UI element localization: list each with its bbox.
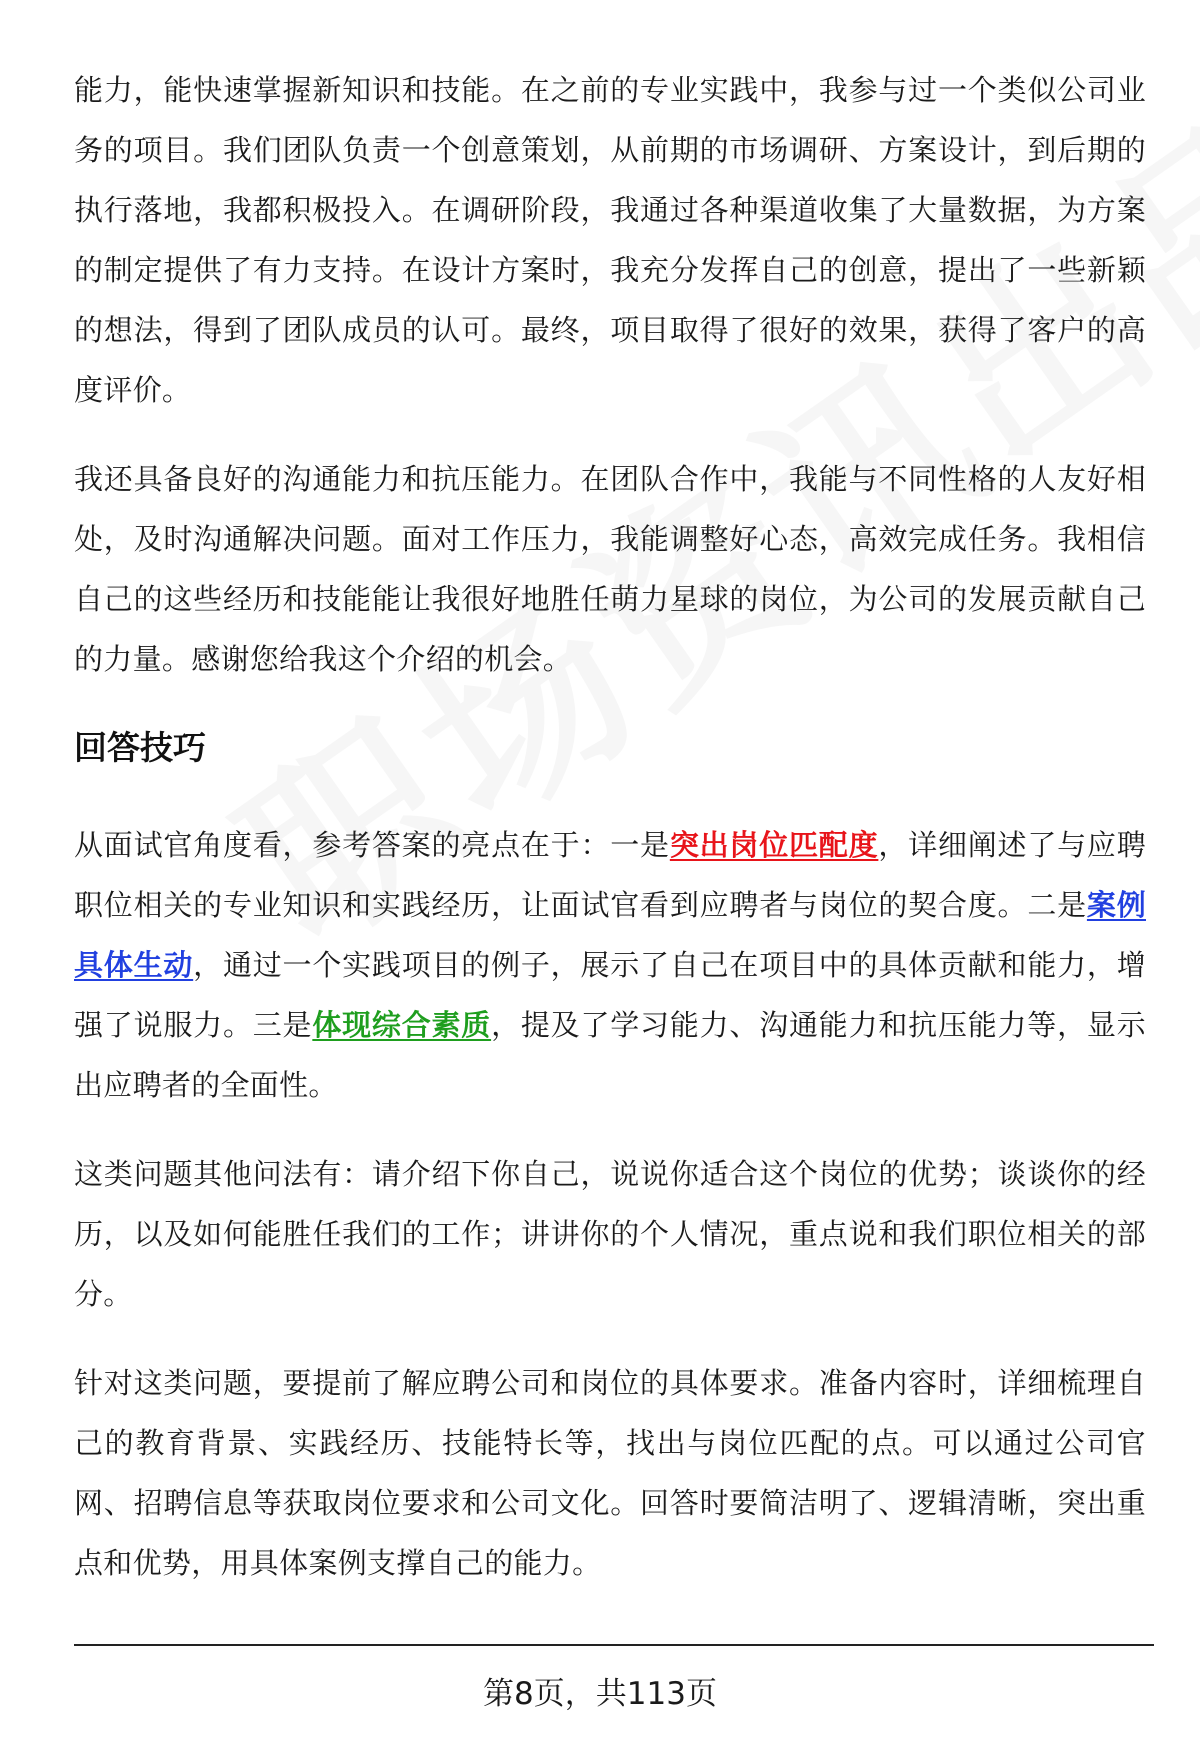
answer-paragraph-2: 我还具备良好的沟通能力和抗压能力。在团队合作中，我能与不同性格的人友好相处，及时沟通解决问题。面对工作压力，我能调整好心态，高效完成任务。我相信自己的这些经历和技能能让我很好地胜任萌力星球的岗位，为公司的发展贡献自己的力量。感谢您给我这个介绍的机会。: [74, 462, 1146, 676]
highlight-vivid-case: 案例具体生动: [74, 888, 1146, 982]
page-number: 第8页，共113页: [483, 1676, 717, 1712]
preparation-advice-paragraph: 针对这类问题，要提前了解应聘公司和岗位的具体要求。准备内容时，详细梳理自己的教育背景、实践经历、技能特长等，找出与岗位匹配的点。可以通过公司官网、招聘信息等获取岗位要求和公司文化。回答时要简洁明了、逻辑清晰，突出重点和优势，用具体案例支撑自己的能力。: [74, 1366, 1146, 1580]
tips-paragraph: [74, 815, 1146, 1115]
tips-text-4: ，提及了学习能力、沟通能力和抗压能力等，显示出应聘者的全面性。: [74, 1008, 1146, 1102]
footer-divider: [74, 1644, 1154, 1646]
tips-text-3: ，通过一个实践项目的例子，展示了自己在项目中的具体贡献和能力，增强了说服力。三是: [74, 948, 1146, 1042]
alternative-questions-paragraph: 这类问题其他问法有：请介绍下你自己，说说你适合这个岗位的优势；谈谈你的经历，以及如何能胜任我们的工作；讲讲你的个人情况，重点说和我们职位相关的部分。: [74, 1157, 1146, 1311]
highlight-job-match: 突出岗位匹配度: [669, 828, 879, 862]
section-heading: 回答技巧: [74, 728, 206, 767]
tips-text-1: 从面试官角度看，参考答案的亮点在于：一是: [74, 828, 670, 862]
highlight-overall-quality: 体现综合素质: [312, 1008, 492, 1042]
answer-paragraph-1: 能力，能快速掌握新知识和技能。在之前的专业实践中，我参与过一个类似公司业务的项目。我们团队负责一个创意策划，从前期的市场调研、方案设计，到后期的执行落地，我都积极投入。在调研阶段，我通过各种渠道收集了大量数据，为方案的制定提供了有力支持。在设计方案时，我充分发挥自己的创意，提出了一些新颖的想法，得到了团队成员的认可。最终，项目取得了很好的效果，获得了客户的高度评价。: [74, 73, 1146, 407]
tips-text-2: ，详细阐述了与应聘职位相关的专业知识和实践经历，让面试官看到应聘者与岗位的契合度。二是: [74, 828, 1147, 922]
page-content: [74, 60, 1146, 1622]
